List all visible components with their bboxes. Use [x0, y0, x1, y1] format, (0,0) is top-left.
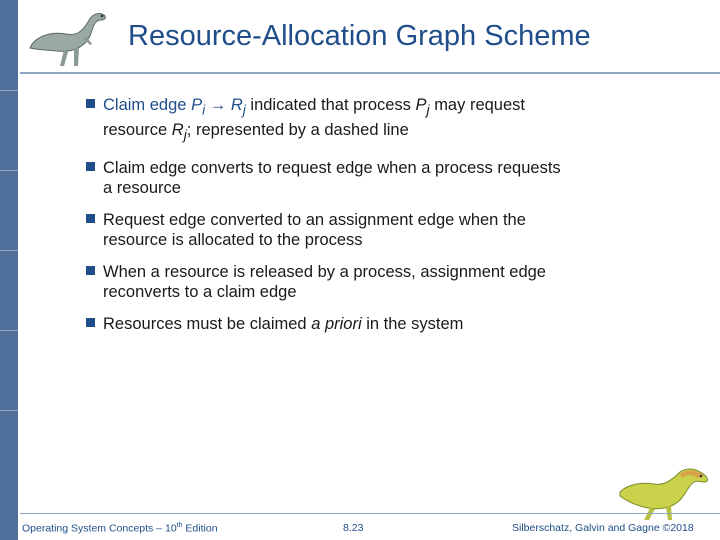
footer-left [22, 522, 218, 535]
sub-j: j [242, 102, 246, 118]
sub-i: i [202, 102, 206, 118]
footer-right: Silberschatz, Galvin and Gagne ©2018 [512, 522, 694, 534]
square-bullet-icon [86, 214, 95, 223]
title-divider [20, 72, 720, 74]
left-sidebar-bar [0, 0, 18, 540]
footer-divider [20, 513, 720, 514]
sub-j: j [183, 127, 187, 143]
sidebar-divider [0, 170, 18, 172]
bullet-text-part: ; represented by a dashed line [186, 121, 409, 140]
bullet-item [86, 314, 706, 334]
bullet-text-part: Resources must be claimed [103, 314, 307, 333]
bullet-item [86, 95, 706, 146]
a-priori-italic: a priori [311, 314, 362, 333]
sidebar-divider [0, 410, 18, 412]
bullet-line: Request edge converted to an assignment edge when the [103, 210, 526, 229]
dinosaur-logo-top [24, 4, 116, 70]
bullet-line: resource is allocated to the process [103, 230, 363, 249]
var-p: P [415, 96, 427, 114]
slide-title: Resource-Allocation Graph Scheme [128, 20, 591, 52]
bullet-text [103, 262, 706, 302]
bullet-text-part: in the system [366, 314, 464, 333]
bullet-line: Claim edge converts to request edge when a process requests [103, 158, 561, 177]
bullet-text-part: indicated that process [250, 96, 411, 114]
var-r: R [230, 96, 243, 114]
bullet-list [86, 95, 706, 346]
bullet-text [103, 314, 706, 334]
bullet-line: a resource [103, 178, 181, 197]
bullet-text-part: may request [434, 96, 525, 114]
var-p: P [191, 96, 203, 114]
bullet-line: When a resource is released by a process, assignment edge [103, 262, 546, 281]
bullet-item [86, 210, 706, 250]
square-bullet-icon [86, 266, 95, 275]
square-bullet-icon [86, 162, 95, 171]
sidebar-divider [0, 90, 18, 92]
bullet-text-part: resource [103, 121, 168, 140]
page-number: 8.23 [343, 522, 364, 534]
sub-j: j [426, 102, 430, 118]
bullet-text [103, 210, 706, 250]
bullet-line: reconverts to a claim edge [103, 282, 297, 301]
footer-edition: Edition [182, 522, 218, 535]
footer-book-title: Operating System Concepts – 10 [22, 522, 177, 535]
arrow-symbol: → [209, 96, 227, 114]
var-r: R [171, 121, 184, 140]
bullet-item [86, 158, 706, 198]
sidebar-divider [0, 250, 18, 252]
square-bullet-icon [86, 99, 95, 108]
bullet-text [103, 158, 706, 198]
bullet-text [103, 95, 706, 146]
sidebar-divider [0, 330, 18, 332]
claim-edge-keyword: Claim edge [103, 96, 187, 114]
square-bullet-icon [86, 318, 95, 327]
bullet-item [86, 262, 706, 302]
footer-ordinal: th [176, 522, 183, 529]
